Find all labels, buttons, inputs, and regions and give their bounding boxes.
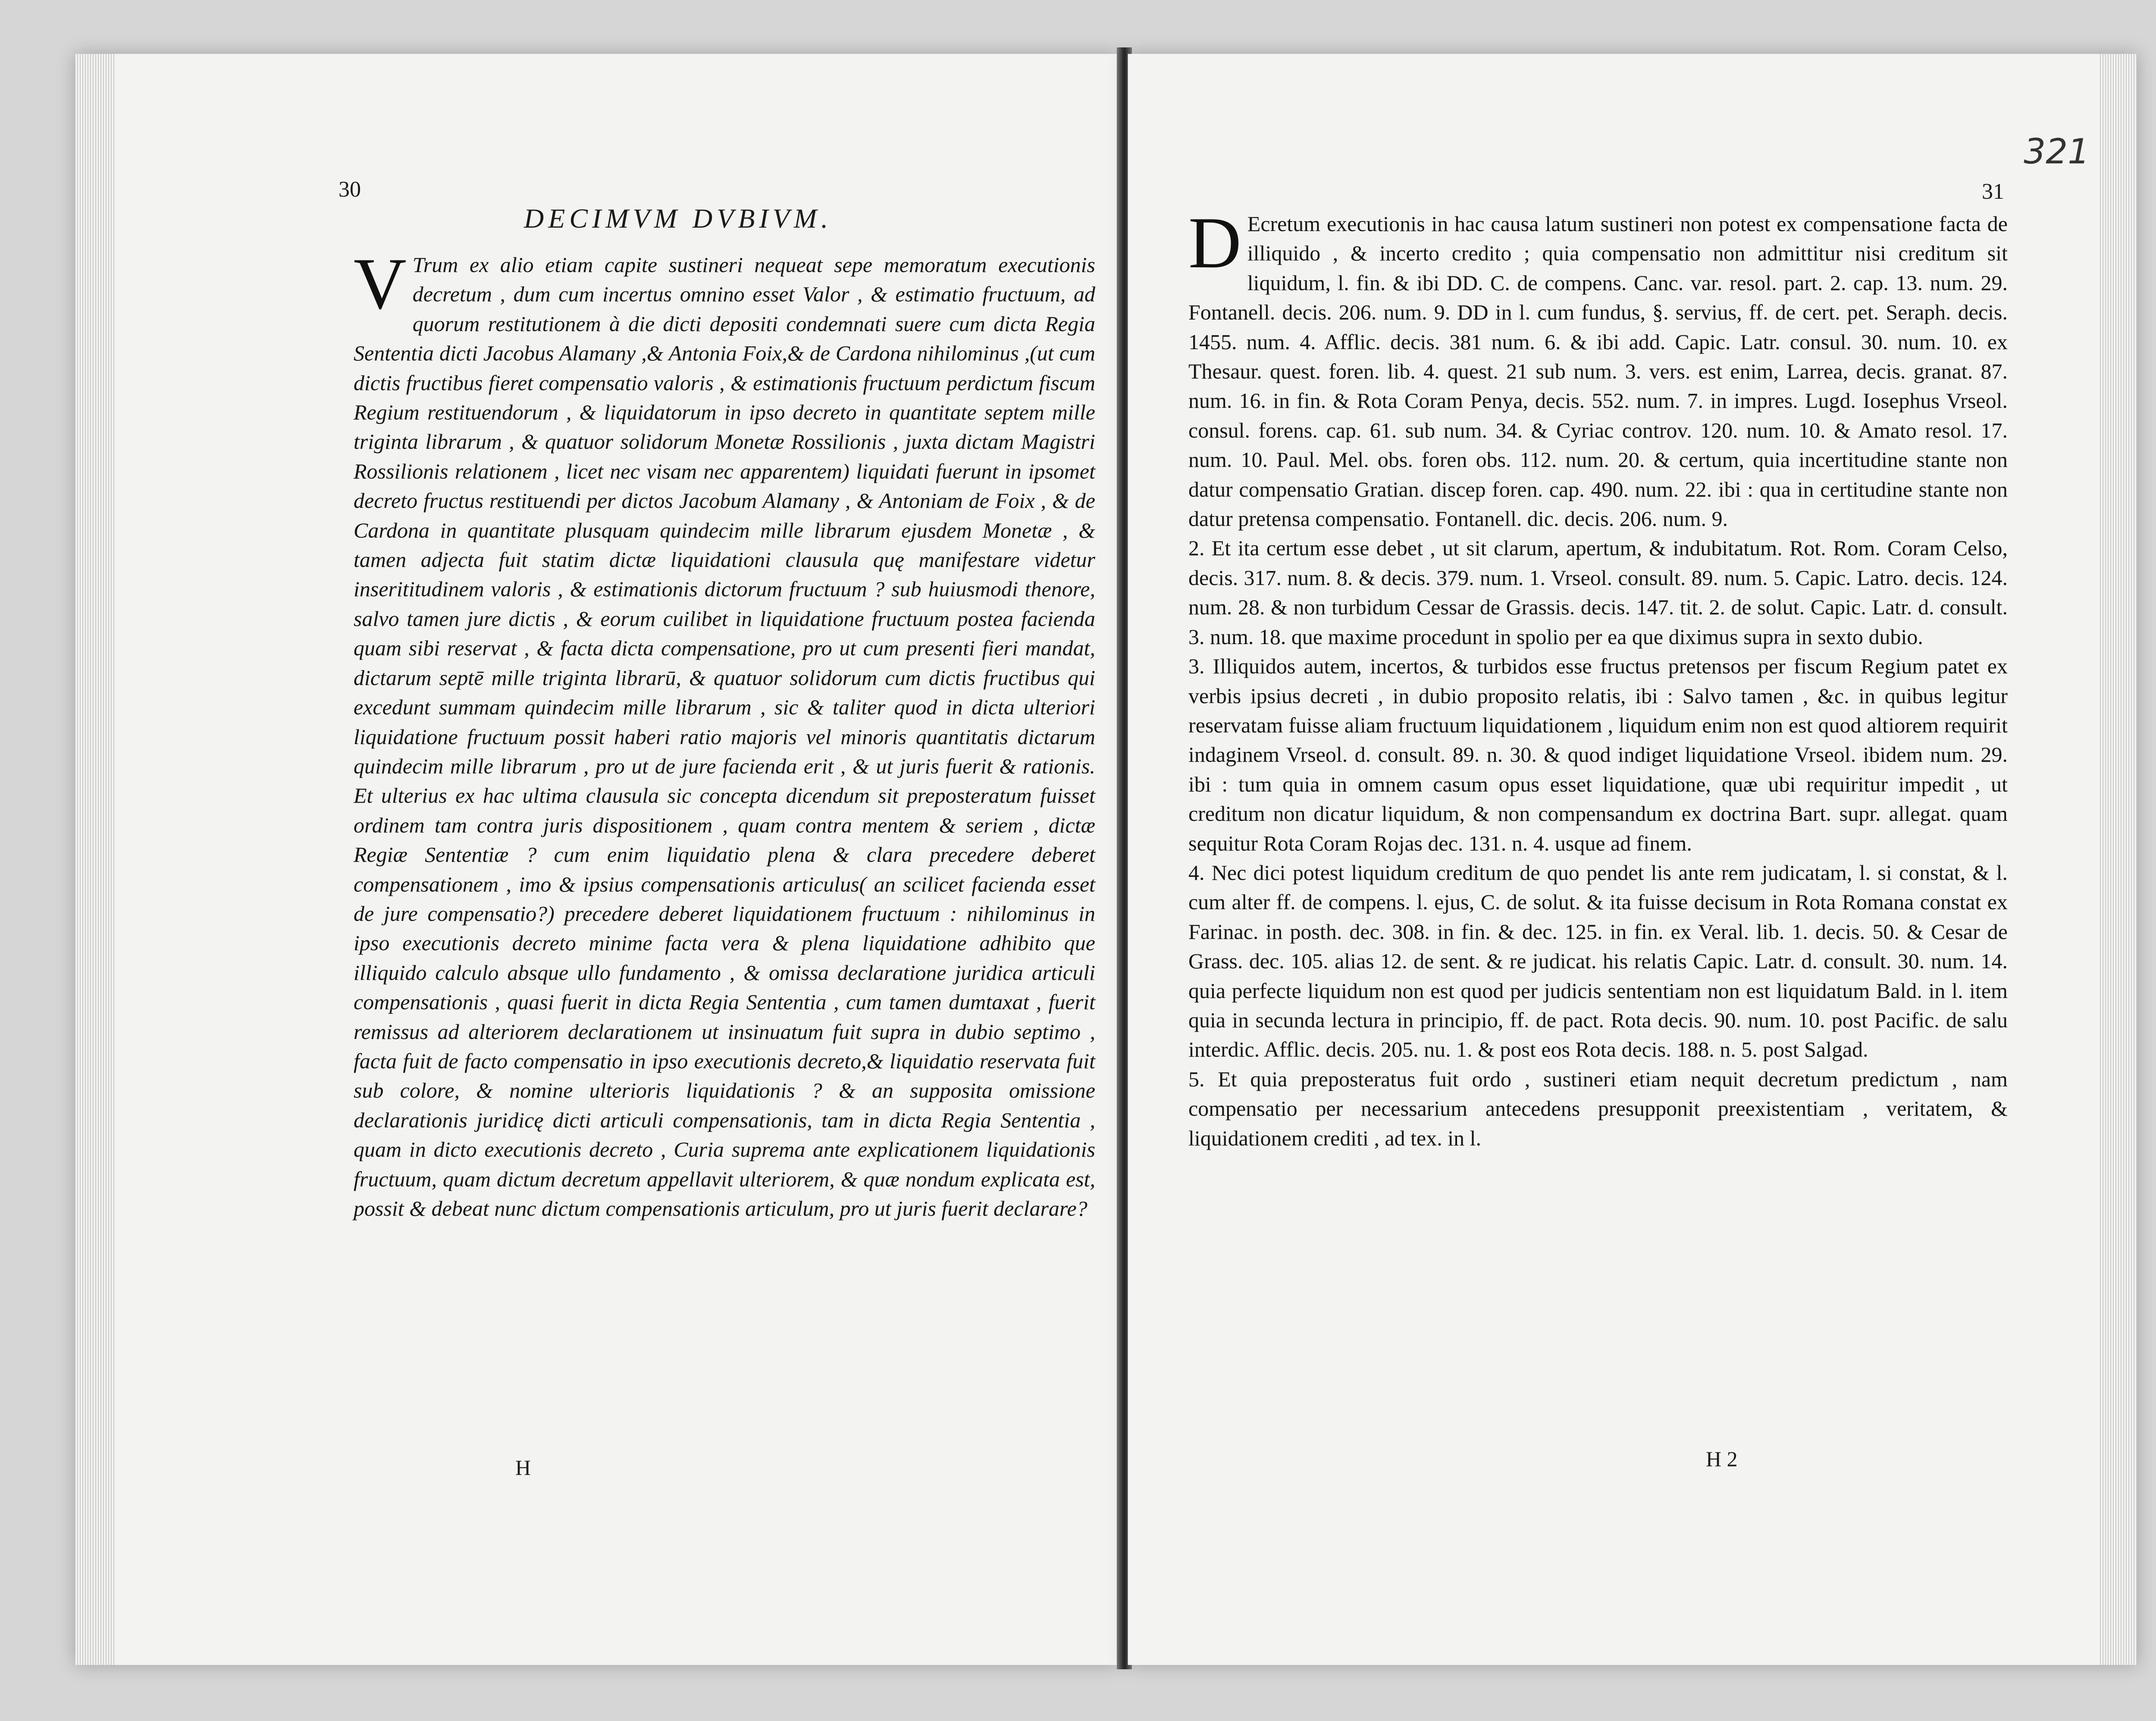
paragraph-4: 4. Nec dici potest liquidum creditum de quo pendet lis ante rem judicatam, l. si constat, & l. cum alter ff. de compens. l. ejus, C. de solut. & ita fuisse decisum in Rota Romana constat ex Farinac. in posth. dec. 308. in fin. & dec. 125. in fin. ex Veral. lib. 1. decis. 50. & Cesar de Grass. dec. 105. alias 12. de sent. & re judicat. his relatis Capic. Latr. d. consult. 30. num. 14. quia perfecte liquidum non est quod per judicis sententiam non est liquidatum Bald. in l. item quia in secunda lectura in principio, ff. de pact. Rota decis. 90. num. 10. post Pacific. de salu interdic. Afflic. decis. 205. nu. 1. & post eos Rota decis. 188. n. 5. post Salgad. — [1188, 860, 2008, 1062]
page-edge-right — [2098, 54, 2137, 1665]
dropcap-right: D — [1188, 202, 1241, 283]
left-column-text — [354, 243, 1095, 1223]
right-column-text — [1188, 202, 2008, 1153]
paragraph-3: 3. Illiquidos autem, incertos, & turbidos esse fructus pretensos per fiscum Regium patet ex verbis ipsius decreti , in dubio proposito relatis, ibi : Salvo tamen , &c. in quibus legitur reservatam fuisse aliam fructuum liquidationem , liquidum enim non est quod altiorem requirit indaginem Vrseol. d. consult. 89. n. 30. & quod indiget liquidatione Vrseol. ibidem num. 29. ibi : tum quia in omnem casum opus esset liquidatione, quæ ubi requiritur impedit , ut creditum non dicatur liquidum, & non compensandum ex doctrina Bart. supr. allegat. quam sequitur Rota Coram Rojas dec. 131. n. 4. usque ad finem. — [1188, 654, 2008, 855]
page-number-left: 30 — [338, 177, 361, 202]
catchword-left: H — [515, 1455, 531, 1480]
left-body-text: Trum ex alio etiam capite sustineri nequeat sepe memoratum executionis decretum , dum cum incertus omnino esset Valor , & estimatio fructuum, ad quorum restitutionem à die dicti depositi condemnati suere cum dicta Regia Sententia dicti Jacobus Alamany ,& Antonia Foix,& de Cardona nihilominus ,(ut cum dictis fructibus fieret compensatio valoris , & estimationis fructuum perdictum fiscum Regium restituendorum , & liquidatorum in ipso decreto in quantitate septem mille triginta librarum , & quatuor solidorum Monetæ Rossilionis , juxta dictam Magistri Rossilionis relationem , licet nec visam nec apparentem) liquidati fuerunt in ipsomet decreto fructus restituendi per dictos Jacobum Alamany , & Antoniam de Foix , & de Cardona in quantitate plusquam quindecim mille librarum ejusdem Monetæ , & tamen adjecta fuit statim dictæ liquidationi clausula quę manifestare videtur inserititudinem valoris , & estimationis dictorum fructuum ? sub huiusmodi thenore, salvo tamen jure dictis , & eorum cuilibet in liquidatione fructuum postea facienda quam sibi reservat , & facta dicta compensatione, pro ut cum presenti fieri mandat, dictarum septē mille triginta librarū, & quatuor solidorum cum dictis fructibus qui excedunt summam quindecim mille librarum , sic & taliter quod in dicta ulteriori liquidatione fructuum possit haberi ratio majoris vel minoris quantitatis dictarum quindecim mille librarum , pro ut de jure facienda erit , & ut juris fuerit & rationis. Et ulterius ex hac ultima clausula sic concepta dicendum sit preposteratum fuisset ordinem tam contra juris dispositionem , quam contra mentem & seriem , dictæ Regiæ Sententiæ ? cum enim liquidatio plena & clara precedere deberet compensationem , imo & ipsius compensationis articulus( an scilicet facienda esset de jure compensatio?) precedere deberet liquidationem fructuum : nihilominus in ipso executionis decreto minime facta vera & plena liquidatione adhibito que illiquido calculo absque ullo fundamento , & omissa declaratione juridica articuli compensationis , quasi fuerit in dicta Regia Sententia , cum tamen dumtaxat , fuerit remissus ad alteriorem declarationem ut insinuatum fuit supra in dubio septimo , facta fuit de facto compensatio in ipso executionis decreto,& liquidatio reservata fuit sub colore, & nomine ulterioris liquidationis ? & an supposita omissione declarationis juridicę dicti articuli compensationis, tam in dicta Regia Sententia , quam in dicto executionis decreto , Curia suprema ante explicationem liquidationis fructuum, quam dictum decretum appellavit ulteriorem, & quæ nondum explicata est, possit & debeat nunc dictum compensationis articulum, pro ut juris fuerit declarare? — [354, 253, 1095, 1220]
folio-number-handwritten: 321 — [2024, 131, 2090, 172]
page-number-right: 31 — [1982, 179, 2004, 204]
paragraph-2: 2. Et ita certum esse debet , ut sit clarum, apertum, & indubitatum. Rot. Rom. Coram Celso, decis. 317. num. 8. & decis. 379. num. 1. Vrseol. consult. 89. num. 5. Capic. Latro. decis. 124. num. 28. & non turbidum Cessar de Grassis. decis. 147. tit. 2. de solut. Capic. Latr. d. consult. 3. num. 18. que maxime procedunt in spolio per ea que diximus supra in sexto dubio. — [1188, 536, 2008, 649]
paragraph-5: 5. Et quia preposteratus fuit ordo , sustineri etiam nequit decretum predictum , nam compensatio per necessarium antecedens presupponit preexistentiam , veritatem, & liquidationem crediti , ad tex. in l. — [1188, 1067, 2008, 1150]
catchword-right: H 2 — [1706, 1447, 1738, 1471]
dropcap-left: V — [354, 243, 407, 324]
left-page — [75, 54, 1119, 1665]
page-edge-left — [75, 54, 114, 1665]
right-page — [1128, 54, 2137, 1665]
paragraph-1: D Ecretum executionis in hac causa latum sustineri non potest ex compensatione facta de illiquido , & incerto credito ; quia compensatio non admittitur nisi creditum sit liquidum, l. fin. & ibi DD. C. de compens. Canc. var. resol. part. 2. cap. 13. num. 29. Fontanell. decis. 206. num. 9. DD in l. cum fundus, §. servius, ff. de cert. pet. Seraph. decis. 1455. num. 4. Afflic. decis. 381 num. 6. & ibi add. Capic. Latr. consul. 30. num. 10. ex Thesaur. quest. foren. lib. 4. quest. 21 sub num. 3. vers. est enim, Larrea, decis. granat. 87. num. 16. in fin. & Rota Coram Penya, decis. 552. num. 7. in impres. Lugd. Iosephus Vrseol. consul. forens. cap. 61. sub num. 34. & Cyriac controv. 120. num. 10. & Amato resol. 17. num. 10. Paul. Mel. obs. foren obs. 112. num. 20. & certum, quia incertitudine stante non datur compensatio Gratian. discep foren. cap. 490. num. 22. ibi : qua in certitudine stante non datur pretensa compensatio. Fontanell. dic. decis. 206. num. 9. — [1188, 202, 2008, 531]
running-head: DECIMVM DVBIVM. — [524, 203, 833, 234]
